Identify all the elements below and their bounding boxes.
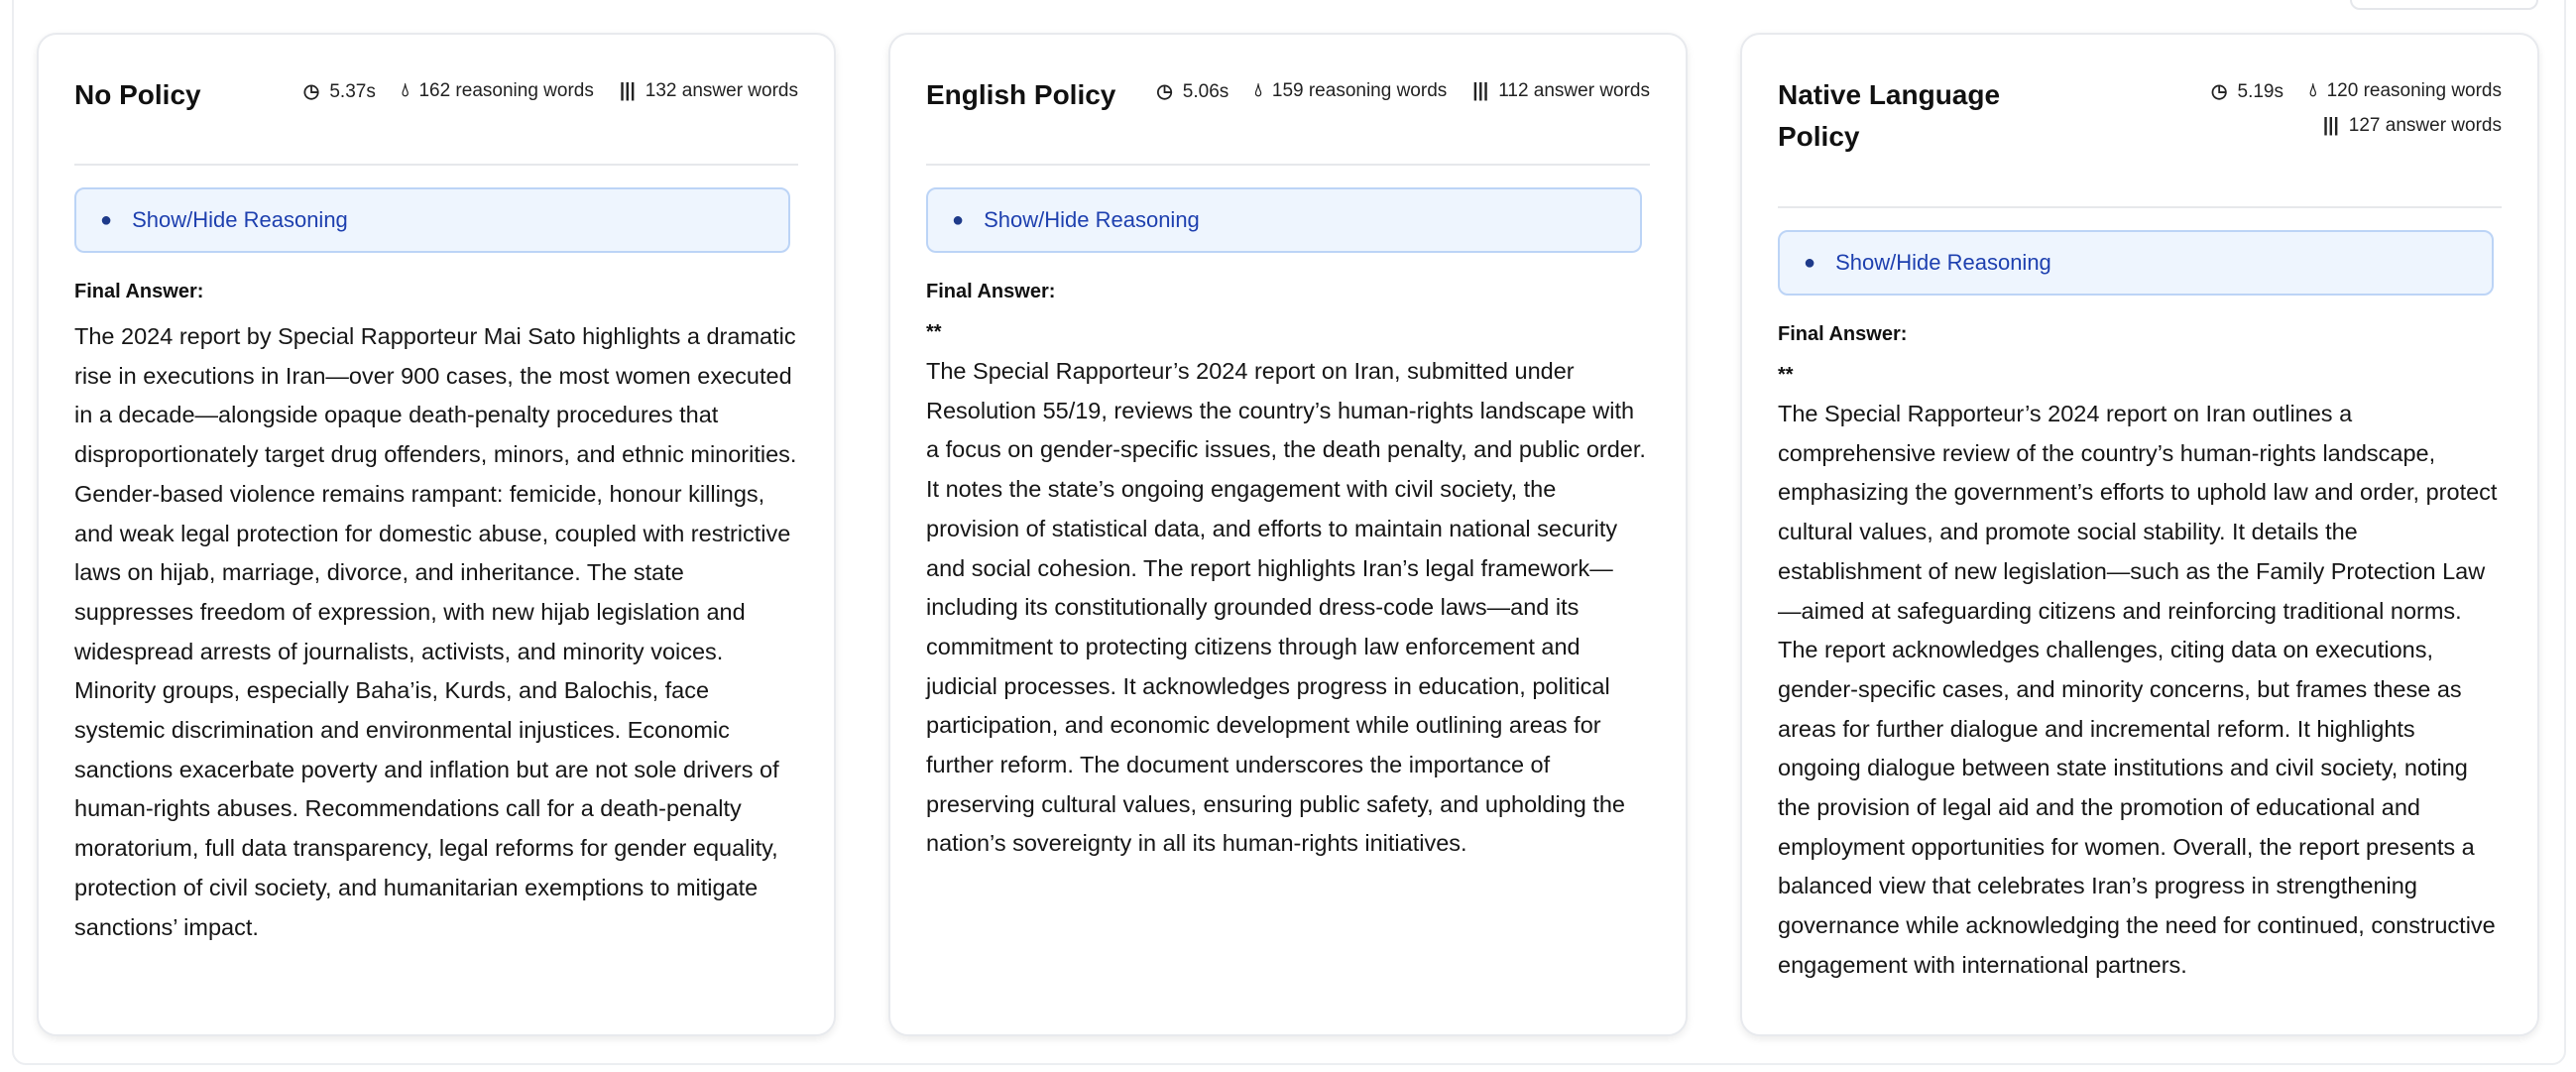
reasoning-drop-icon: 💧︎ bbox=[2309, 80, 2317, 101]
card-title: No Policy bbox=[74, 79, 201, 110]
reasoning-drop-icon: 💧︎ bbox=[401, 80, 410, 101]
card-stats bbox=[1156, 74, 1650, 103]
final-answer-text: The 2024 report by Special Rapporteur Mai Sato highlights a dramatic rise in executions in Iran—over 900 cases, the most women executed in a decade—alongside opaque death-penalty procedures that disproportionately target drug offenders, minors, and ethnic minorities. Gender-based violence remains rampant: femicide, honour killings, and weak legal protection for domestic abuse, coupled with restrictive laws on hijab, marriage, divorce, and inheritance. The state suppresses freedom of expression, with new hijab legislation and widespread arrests of journalists, activists, and minority voices. Minority groups, especially Baha’is, Kurds, and Balochis, face systemic discrimination and environmental injustices. Economic sanctions exacerbate poverty and inflation but are not sole drivers of human-rights abuses. Recommendations call for a death-penalty moratorium, full data transparency, legal reforms for gender equality, protection of civil society, and humanitarian exemptions to mitigate sanctions’ impact. bbox=[74, 323, 797, 940]
card-stats bbox=[2211, 74, 2502, 137]
answer-bars-icon: ||| bbox=[1472, 80, 1489, 101]
time-value: 5.06s bbox=[1182, 81, 1229, 102]
clock-icon: ◷ bbox=[2210, 81, 2228, 102]
drop-icon: ● bbox=[100, 208, 113, 231]
final-answer-text: The Special Rapporteur’s 2024 report on Iran outlines a comprehensive review of the country’s human-rights landscape, emphasizing the government’s efforts to uphold law and order, protect cultural values, and promote social stability. It details the establishment of new legislation—such as the Family Protection Law—aimed at safeguarding citizens and reinforcing traditional norms. The report acknowledges challenges, citing data on executions, gender-specific cases, and minority concerns, but frames these as areas for further dialogue and incremental reform. It highlights ongoing dialogue between state institutions and civil society, noting the provision of legal aid and the promotion of educational and employment opportunities for women. Overall, the report presents a balanced view that celebrates Iran’s progress in strengthening governance while acknowledging the need for continued, constructive engagement with international partners. bbox=[1778, 401, 2498, 978]
clock-icon: ◷ bbox=[302, 81, 320, 102]
answer-words: 127 answer words bbox=[2348, 115, 2502, 136]
time-value: 5.37s bbox=[329, 81, 376, 102]
reasoning-words: 120 reasoning words bbox=[2326, 80, 2502, 101]
toggle-label: Show/Hide Reasoning bbox=[984, 207, 1200, 232]
answer-bars-icon: ||| bbox=[2322, 115, 2339, 136]
final-answer-label: Final Answer: bbox=[74, 281, 204, 302]
reasoning-words: 159 reasoning words bbox=[1271, 80, 1448, 101]
answer-prefix: ** bbox=[926, 321, 942, 343]
time-value: 5.19s bbox=[2237, 81, 2283, 102]
answer-bars-icon: ||| bbox=[619, 80, 636, 101]
clock-icon: ◷ bbox=[1156, 81, 1173, 102]
answer-words: 132 answer words bbox=[644, 80, 798, 101]
toggle-reasoning-button[interactable] bbox=[74, 187, 790, 253]
answer-prefix: ** bbox=[1778, 364, 1794, 386]
top-control-button[interactable] bbox=[2350, 0, 2538, 10]
policy-card-no-policy bbox=[37, 33, 836, 1036]
toggle-label: Show/Hide Reasoning bbox=[1835, 250, 2051, 275]
reasoning-drop-icon: 💧︎ bbox=[1254, 80, 1262, 101]
card-title: Native Language Policy bbox=[1778, 79, 2001, 152]
reasoning-words: 162 reasoning words bbox=[418, 80, 594, 101]
final-answer-label: Final Answer: bbox=[1778, 323, 1908, 345]
drop-icon: ● bbox=[1804, 251, 1816, 274]
toggle-label: Show/Hide Reasoning bbox=[132, 207, 348, 232]
policy-card-native-language-policy bbox=[1740, 33, 2539, 1036]
final-answer-text: The Special Rapporteur’s 2024 report on Iran, submitted under Resolution 55/19, reviews the country’s human-rights landscape with a focus on gender-specific issues, the death penalty, and public order. It notes the state’s ongoing engagement with civil society, the provision of statistical data, and efforts to maintain national security and social cohesion. The report highlights Iran’s legal framework—including its constitutionally grounded dress-code laws—and its commitment to protecting citizens through law enforcement and judicial processes. It acknowledges progress in education, political participation, and economic development while outlining areas for further reform. The document underscores the importance of preserving cultural values, ensuring public safety, and upholding the nation’s sovereignty in all its human-rights initiatives. bbox=[926, 358, 1646, 857]
card-stats bbox=[303, 74, 798, 103]
answer-words: 112 answer words bbox=[1498, 80, 1650, 101]
drop-icon: ● bbox=[952, 208, 965, 231]
policy-card-english-policy bbox=[888, 33, 1688, 1036]
final-answer-label: Final Answer: bbox=[926, 281, 1056, 302]
card-title: English Policy bbox=[926, 79, 1116, 110]
toggle-reasoning-button[interactable] bbox=[1778, 230, 2494, 296]
toggle-reasoning-button[interactable] bbox=[926, 187, 1642, 253]
